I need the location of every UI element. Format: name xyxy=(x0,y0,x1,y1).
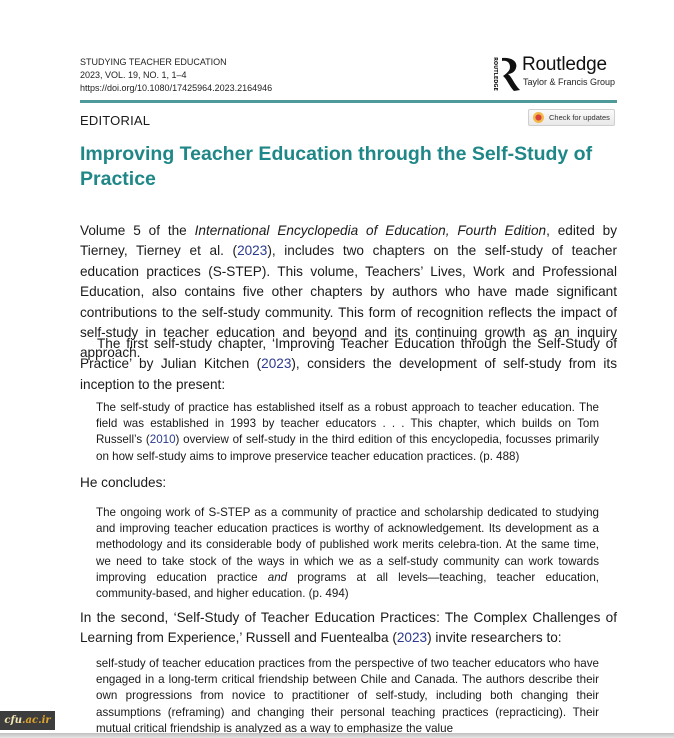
paragraph-4: In the second, ‘Self-Study of Teacher Education Practices: The Complex Challenges of Learning from Experience,’ Russell and Fuentealba (2023) invite researchers to: xyxy=(80,610,617,646)
crossmark-icon xyxy=(533,112,544,123)
journal-name: STUDYING TEACHER EDUCATION xyxy=(80,57,227,67)
citation-link[interactable]: 2023 xyxy=(237,243,268,259)
watermark-badge: cfu .ac.ir xyxy=(0,711,55,730)
citation-link[interactable]: 2023 xyxy=(261,356,292,372)
journal-meta xyxy=(80,56,272,95)
block-quote-3: self-study of teacher education practices from the perspective of two teacher educators who have engaged in a long-term critical friendship between Chile and Canada. The authors describe their own progressions from novice to practitioner of self-study, including both changing their assumptions (reframing) and changing their personal teaching practices (repracticing). Their mutual critical friendship is analyzed as a way to emphasize the value xyxy=(96,657,599,733)
paragraph-2: The first self-study chapter, ‘Improving Teacher Education through the Self-Study of Practice’ by Julian Kitchen (2023), considers the development of self-study from its inception to the present: xyxy=(80,336,617,392)
svg-text:ROUTLEDGE: ROUTLEDGE xyxy=(492,57,498,91)
article-title: Improving Teacher Education through the Self-Study of Practice xyxy=(80,143,593,190)
publisher-logo xyxy=(490,54,620,94)
encyclopedia-title: International Encyclopedia of Education, Fourth Edition xyxy=(194,223,547,238)
routledge-logo-icon xyxy=(490,56,522,92)
paragraph-3: He concludes: xyxy=(80,475,167,490)
publisher-name: Routledge xyxy=(522,54,607,75)
page-bottom-edge xyxy=(0,733,674,738)
section-label: EDITORIAL xyxy=(80,113,151,128)
publisher-group: Taylor & Francis Group xyxy=(523,77,616,87)
volume-info: 2023, VOL. 19, NO. 1, 1–4 xyxy=(80,70,187,80)
header-divider xyxy=(80,100,617,103)
block-quote-1: The self-study of practice has established itself as a robust approach to teacher education. The field was established in 1993 by teacher educators . . . This chapter, which builds on Tom Russell’s (2010) overview of self-study in the third edition of this encyclopedia, focusses primarily on how self-study aims to improve preservice teacher education practices. (p. 488) xyxy=(96,401,599,463)
check-for-updates-label: Check for updates xyxy=(549,113,610,122)
citation-link[interactable]: 2023 xyxy=(396,630,428,646)
paragraph-1: Volume 5 of the International Encyclopedia of Education, Fourth Edition, edited by Tierney, Tierney et al. (2023), includes two chapters on the self-study of teacher education practices (S-STEP). This volume, Teachers’ Lives, Work and Professional Education, also contains five other chapters by authors who have made significant contributions to the self-study community. This form of recognition reflects the impact of self-study in teacher education and beyond and its continuing growth as an inquiry approach. xyxy=(80,223,617,361)
check-for-updates-button[interactable] xyxy=(528,109,615,126)
doi-link[interactable]: https://doi.org/10.1080/17425964.2023.2164946 xyxy=(80,83,273,93)
block-quote-2: The ongoing work of S-STEP as a community of practice and scholarship dedicated to studying and improving teacher education practices is worthy of acknowledgement. Its development as a methodology and its considerable body of published work merits celebra-tion. At the same time, we need to take stock of the ways in which we as a self-study community can work towards improving education practice and programs at all levels—teaching, teacher education, community-based, and higher education. (p. 494) xyxy=(96,506,599,601)
citation-link[interactable]: 2010 xyxy=(149,433,176,447)
